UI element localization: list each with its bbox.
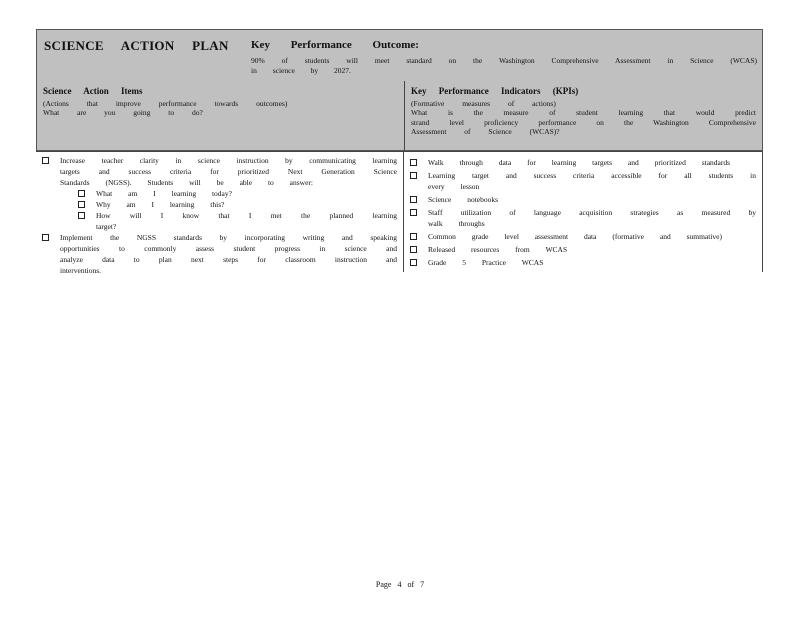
action-items-header	[37, 81, 405, 150]
checkbox-icon	[410, 159, 417, 166]
kpi-text: Released resources from WCAS	[428, 245, 568, 254]
plan-header	[36, 29, 763, 81]
kpi-text: Walk through data for learning targets and prioritized standards	[428, 158, 731, 167]
list-item	[410, 207, 756, 229]
kpo-text: 90% of students will meet standard on the Washington Comprehensive Assessment in Science (WCAS) in science by 2027.	[251, 56, 757, 75]
kpi-question: What is the measure of student learning that would predict strand level proficiency performance on the Washington Comprehensive Assessment of Science (WCAS)?	[411, 108, 756, 136]
page-number: Page 4 of 7	[375, 580, 425, 589]
action-items-question: What are you going to do?	[43, 108, 203, 117]
list-item	[42, 232, 397, 276]
checkbox-icon	[42, 234, 49, 241]
list-item	[42, 155, 397, 232]
list-item	[410, 244, 756, 255]
checkbox-icon	[78, 201, 85, 208]
kpo-label: Key Performance Outcome:	[251, 39, 419, 51]
kpi-column	[404, 152, 763, 272]
list-item	[410, 157, 756, 168]
checkbox-icon	[410, 209, 417, 216]
action-items-title: Science Action Items	[43, 86, 143, 96]
list-item	[410, 194, 756, 205]
checkbox-icon	[410, 246, 417, 253]
action-plan-document	[36, 29, 763, 275]
plan-body	[36, 151, 763, 275]
kpi-text: Grade 5 Practice WCAS	[428, 258, 544, 267]
page-title: SCIENCE ACTION PLAN	[44, 38, 229, 53]
checkbox-icon	[410, 259, 417, 266]
kpi-text: Learning target and success criteria accessible for all students in every lesson	[428, 171, 756, 191]
column-headers	[36, 81, 763, 151]
checkbox-icon	[42, 157, 49, 164]
kpi-subtitle: (Formative measures of actions)	[411, 98, 556, 108]
kpi-title: Key Performance Indicators (KPIs)	[411, 86, 579, 96]
kpi-text: Common grade level assessment data (formative and summative)	[428, 232, 722, 241]
list-item	[78, 188, 397, 199]
list-item	[410, 257, 756, 268]
question-text: How will I know that I met the planned learning target?	[96, 211, 397, 231]
action-items-subtitle: (Actions that improve performance towards outcomes)	[43, 98, 288, 108]
kpi-text: Science notebooks	[428, 195, 499, 204]
action-item-text: Implement the NGSS standards by incorporating writing and speaking opportunities to commonly assess student progress in science and analyze data to plan next steps for classroom instruction and interventions.	[60, 233, 397, 275]
kpi-header	[405, 81, 762, 150]
kpi-text: Staff utilization of language acquisition strategies as measured by walk throughs	[428, 208, 756, 228]
list-item	[410, 231, 756, 242]
list-item	[78, 199, 397, 210]
checkbox-icon	[410, 196, 417, 203]
action-items-column	[36, 152, 404, 275]
question-text: Why am I learning this?	[96, 200, 225, 209]
list-item	[78, 210, 397, 232]
checkbox-icon	[78, 212, 85, 219]
list-item	[410, 170, 756, 192]
checkbox-icon	[78, 190, 85, 197]
checkbox-icon	[410, 172, 417, 179]
checkbox-icon	[410, 233, 417, 240]
question-text: What am I learning today?	[96, 189, 232, 198]
action-item-text: Increase teacher clarity in science instruction by communicating learning targets and success criteria for prioritized Next Generation Science Standards (NGSS). Students will be able to answer:	[60, 156, 397, 187]
